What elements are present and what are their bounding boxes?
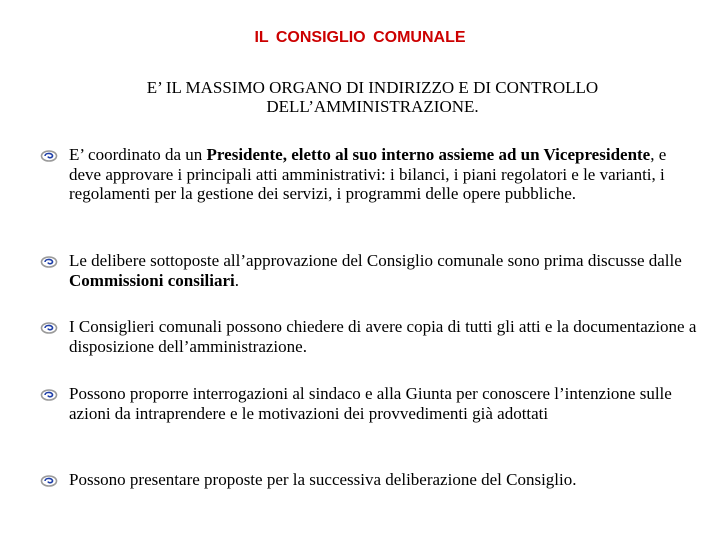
subtitle-line-2: DELL’AMMINISTRAZIONE. xyxy=(266,97,479,116)
swirl-bullet-icon xyxy=(40,254,58,268)
bullet-text: Possono presentare proposte per la successiva deliberazione del Consiglio. xyxy=(69,470,577,489)
swirl-bullet-icon xyxy=(40,387,58,401)
bullet-text: Le delibere sottoposte all’approvazione del Consiglio comunale sono prima discusse dalle Commissioni consiliari. xyxy=(69,251,682,290)
bullet-item-consiglieri xyxy=(40,317,700,356)
bullet-item-presidente xyxy=(40,145,700,204)
swirl-bullet-icon xyxy=(40,148,58,162)
slide-title: IL CONSIGLIO COMUNALE xyxy=(254,29,466,46)
bullet-text: I Consiglieri comunali possono chiedere di avere copia di tutti gli atti e la documentazione a disposizione dell’amministrazione. xyxy=(69,317,697,356)
bullet-item-interrogazioni xyxy=(40,384,700,423)
swirl-bullet-icon xyxy=(40,320,58,334)
bullet-item-proposte xyxy=(40,470,700,490)
subtitle-line-1: E’ IL MASSIMO ORGANO DI INDIRIZZO E DI CONTROLLO xyxy=(146,78,599,97)
bullet-text: Possono proporre interrogazioni al sindaco e alla Giunta per conoscere l’intenzione sulle azioni da intraprendere e le motivazioni dei provvedimenti già adottati xyxy=(69,384,672,423)
bullet-text: E’ coordinato da un Presidente, eletto al suo interno assieme ad un Vicepresidente, e deve approvare i principali atti amministrativi: i bilanci, i piani regolatori e le varianti, i regolamenti per la gestione dei servizi, i programmi delle opere pubbliche. xyxy=(69,145,667,203)
bullet-item-delibere xyxy=(40,251,700,290)
swirl-bullet-icon xyxy=(40,473,58,487)
slide-subtitle xyxy=(100,78,645,116)
